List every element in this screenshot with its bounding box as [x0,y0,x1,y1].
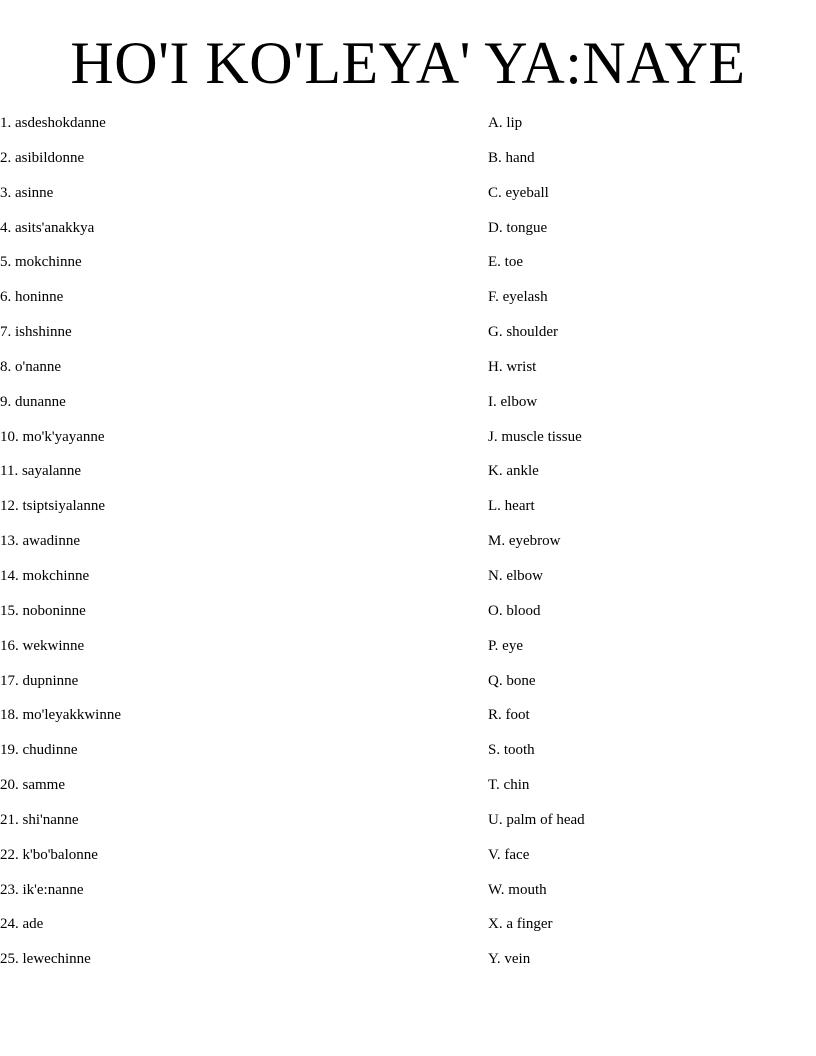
term-item: 17. dupninne [0,672,79,689]
definition-item: T. chin [488,777,530,794]
definition-item: R. foot [488,707,530,724]
definition-item: D. tongue [488,219,548,236]
page-title: HO'I KO'LEYA' YA:NAYE [70,30,746,96]
definition-item: G. shoulder [488,324,558,341]
term-item: 18. mo'leyakkwinne [0,707,122,724]
term-item: 5. mokchinne [0,254,82,271]
term-item: 24. ade [0,916,44,933]
term-item: 21. shi'nanne [0,811,79,828]
definition-item: V. face [488,846,530,863]
definition-item: W. mouth [488,881,547,898]
term-item: 13. awadinne [0,533,80,550]
definition-item: B. hand [488,149,535,166]
definition-item: K. ankle [488,463,539,480]
term-item: 14. mokchinne [0,567,90,584]
definition-item: Q. bone [488,672,536,689]
definition-item: P. eye [488,637,523,654]
term-item: 22. k'bo'balonne [0,846,98,863]
definition-item: F. eyelash [488,289,548,306]
definition-item: X. a finger [488,916,553,933]
definition-item: N. elbow [488,567,543,584]
definition-item: C. eyeball [488,184,549,201]
term-item: 7. ishshinne [0,324,72,341]
term-item: 2. asibildonne [0,149,85,166]
definition-item: L. heart [488,498,535,515]
term-list [0,112,460,983]
definition-item: E. toe [488,254,523,271]
term-item: 6. honinne [0,289,64,306]
term-item: 10. mo'k'yayanne [0,428,105,445]
definition-list [488,112,808,983]
term-item: 19. chudinne [0,742,78,759]
term-item: 25. lewechinne [0,951,91,968]
definition-item: J. muscle tissue [488,428,582,445]
term-item: 4. asits'anakkya [0,219,95,236]
term-item: 8. o'nanne [0,358,62,375]
term-item: 12. tsiptsiyalanne [0,498,105,515]
term-item: 3. asinne [0,184,54,201]
term-item: 20. samme [0,777,65,794]
definition-item: A. lip [488,115,523,131]
definition-item: Y. vein [488,951,531,968]
term-item: 23. ik'e:nanne [0,881,84,898]
definition-item: H. wrist [488,358,537,375]
term-item: 1. asdeshokdanne [0,115,106,131]
definition-item: I. elbow [488,393,538,410]
definition-item: S. tooth [488,742,535,759]
term-item: 11. sayalanne [0,463,82,480]
term-item: 9. dunanne [0,393,66,410]
term-item: 15. noboninne [0,602,86,619]
definition-item: M. eyebrow [488,533,561,550]
definition-item: U. palm of head [488,811,585,828]
definition-item: O. blood [488,602,541,619]
term-item: 16. wekwinne [0,637,85,654]
